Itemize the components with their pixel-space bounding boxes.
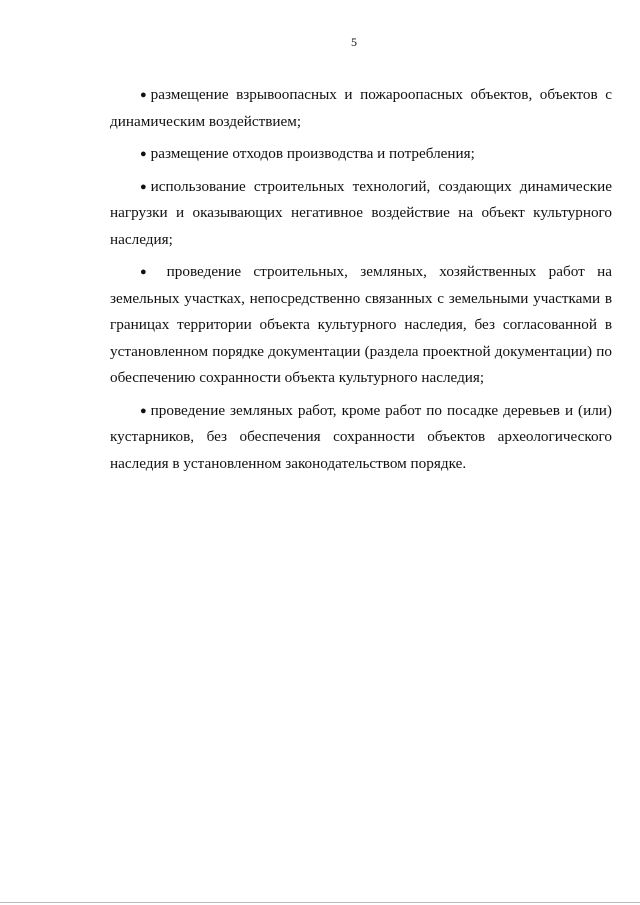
bullet-icon: ● (140, 148, 147, 160)
list-item-text: проведение земляных работ, кроме работ по посадке деревьев и (или) кустарников, без обеспечения сохранности объектов археологического наследия в установленном законодательством порядке. (110, 401, 612, 472)
list-item-text: проведение строительных, земляных, хозяйственных работ на земельных участках, непосредственно связанных с земельными участками в границах территории объекта культурного наследия, без согласованной в установленном порядке документации (раздела проектной документации) по обеспечению сохранности объекта культурного наследия; (110, 263, 612, 386)
list-item (110, 141, 612, 168)
bullet-icon: ● (140, 89, 147, 101)
page-number: 5 (351, 35, 357, 49)
bullet-icon: ● (140, 266, 147, 278)
list-item-text: размещение отходов производства и потребления; (150, 145, 475, 162)
list-item-text: размещение взрывоопасных и пожароопасных объектов, объектов с динамическим воздействием; (110, 86, 612, 130)
list-item (110, 259, 612, 392)
list-item (110, 398, 612, 478)
bottom-edge-line (0, 902, 640, 903)
list-item-text: использование строительных технологий, создающих динамические нагрузки и оказывающих негативное воздействие на объект культурного наследия; (110, 177, 612, 248)
bullet-icon: ● (140, 404, 147, 417)
bullet-icon: ● (140, 180, 147, 193)
restrictions-list (110, 82, 612, 477)
list-item (110, 82, 612, 135)
list-item (110, 174, 612, 254)
